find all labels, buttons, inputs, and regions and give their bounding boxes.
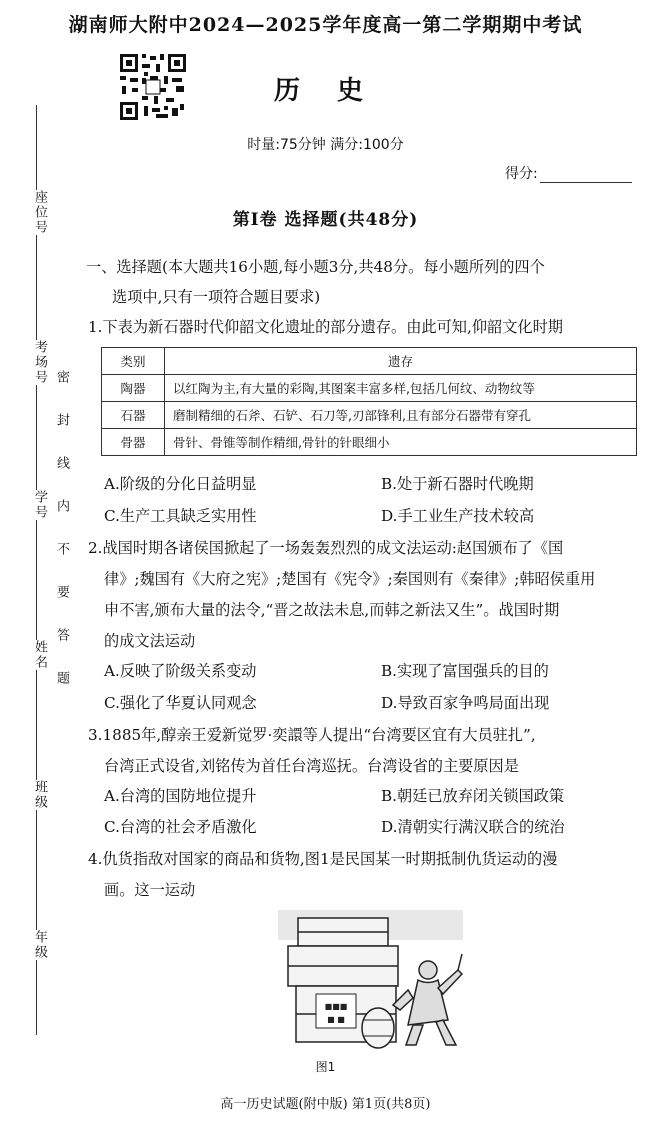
sidebar-label-grade: 年级 <box>32 930 47 960</box>
table-header-relics: 遗存 <box>165 348 637 375</box>
table-header-row <box>102 348 637 375</box>
relics-table <box>101 347 637 456</box>
q1-option-d: D.手工业生产技术较高 <box>381 507 535 525</box>
q1-option-c: C.生产工具缺乏实用性 <box>104 507 257 525</box>
score-label: 得分: <box>505 166 538 182</box>
seal-warning: 密封线内不要答题 <box>54 370 69 714</box>
table-cell: 石器 <box>102 402 165 429</box>
question-1-stem: 1.下表为新石器时代仰韶文化遗址的部分遗存。由此可知,仰韶文化时期 <box>88 318 563 336</box>
question-3-line: 台湾正式设省,刘铭传为首任台湾巡抚。台湾设省的主要原因是 <box>104 757 519 775</box>
question-3-line: 3.1885年,醇亲王爱新觉罗·奕譞等人提出“台湾要区宜有大员驻扎”, <box>88 726 536 744</box>
sidebar-label-seat: 座位号 <box>32 190 47 235</box>
cartoon-illustration <box>278 910 463 1050</box>
figure-caption: 图1 <box>315 1060 336 1074</box>
question-2-line: 申不害,颁布大量的法令,“晋之故法未息,而韩之新法又生”。战国时期 <box>104 601 560 619</box>
question-4-line: 画。这一运动 <box>104 881 196 899</box>
page-footer: 高一历史试题(附中版) 第1页(共8页) <box>220 1097 431 1112</box>
exam-title: 湖南师大附中2024—2025学年度高一第二学期期中考试 <box>68 14 583 36</box>
question-2-line: 2.战国时期各诸侯国掀起了一场轰轰烈烈的成文法运动:赵国颁布了《国 <box>88 539 564 557</box>
table-cell: 陶器 <box>102 375 165 402</box>
table-row <box>102 402 637 429</box>
sidebar-label-room: 考场号 <box>32 340 47 385</box>
table-cell: 磨制精细的石斧、石铲、石刀等,刃部锋利,且有部分石器带有穿孔 <box>165 402 637 429</box>
binding-line <box>36 105 37 1035</box>
svg-text:■■■: ■■■ <box>324 1002 348 1011</box>
q1-option-a: A.阶级的分化日益明显 <box>104 475 257 493</box>
q3-option-d: D.清朝实行满汉联合的统治 <box>381 818 565 836</box>
subject-title: 历 史 <box>273 76 378 106</box>
score-blank <box>540 168 632 183</box>
section-instructions: 一、选择题(本大题共16小题,每小题3分,共48分。每小题所列的四个 <box>86 258 545 276</box>
q2-option-b: B.实现了富国强兵的目的 <box>381 662 549 680</box>
table-cell: 以红陶为主,有大量的彩陶,其图案丰富多样,包括几何纹、动物纹等 <box>165 375 637 402</box>
q2-option-d: D.导致百家争鸣局面出现 <box>381 694 550 712</box>
q1-option-b: B.处于新石器时代晚期 <box>381 475 534 493</box>
sidebar-label-student-id: 学号 <box>32 490 47 520</box>
section-instructions-cont: 选项中,只有一项符合题目要求) <box>112 288 321 306</box>
score-field <box>505 163 632 183</box>
table-row <box>102 375 637 402</box>
table-row <box>102 429 637 456</box>
section-title: 第Ⅰ卷 选择题(共48分) <box>232 210 419 230</box>
q2-option-c: C.强化了华夏认同观念 <box>104 694 257 712</box>
q3-option-c: C.台湾的社会矛盾激化 <box>104 818 257 836</box>
q2-option-a: A.反映了阶级关系变动 <box>104 662 257 680</box>
question-2-line: 的成文法运动 <box>104 632 196 650</box>
question-4-line: 4.仇货指敌对国家的商品和货物,图1是民国某一时期抵制仇货运动的漫 <box>88 850 558 868</box>
table-cell: 骨针、骨锥等制作精细,骨针的针眼细小 <box>165 429 637 456</box>
sidebar-label-name: 姓名 <box>32 640 47 670</box>
table-header-category: 类别 <box>102 348 165 375</box>
table-cell: 骨器 <box>102 429 165 456</box>
q3-option-a: A.台湾的国防地位提升 <box>104 787 257 805</box>
sidebar-label-class: 班级 <box>32 780 47 810</box>
time-info: 时量:75分钟 满分:100分 <box>247 137 404 153</box>
svg-text:■ ■: ■ ■ <box>327 1015 345 1024</box>
question-2-line: 律》;魏国有《大府之宪》;楚国有《宪令》;秦国则有《秦律》;韩昭侯重用 <box>104 570 596 588</box>
q3-option-b: B.朝廷已放弃闭关锁国政策 <box>381 787 565 805</box>
